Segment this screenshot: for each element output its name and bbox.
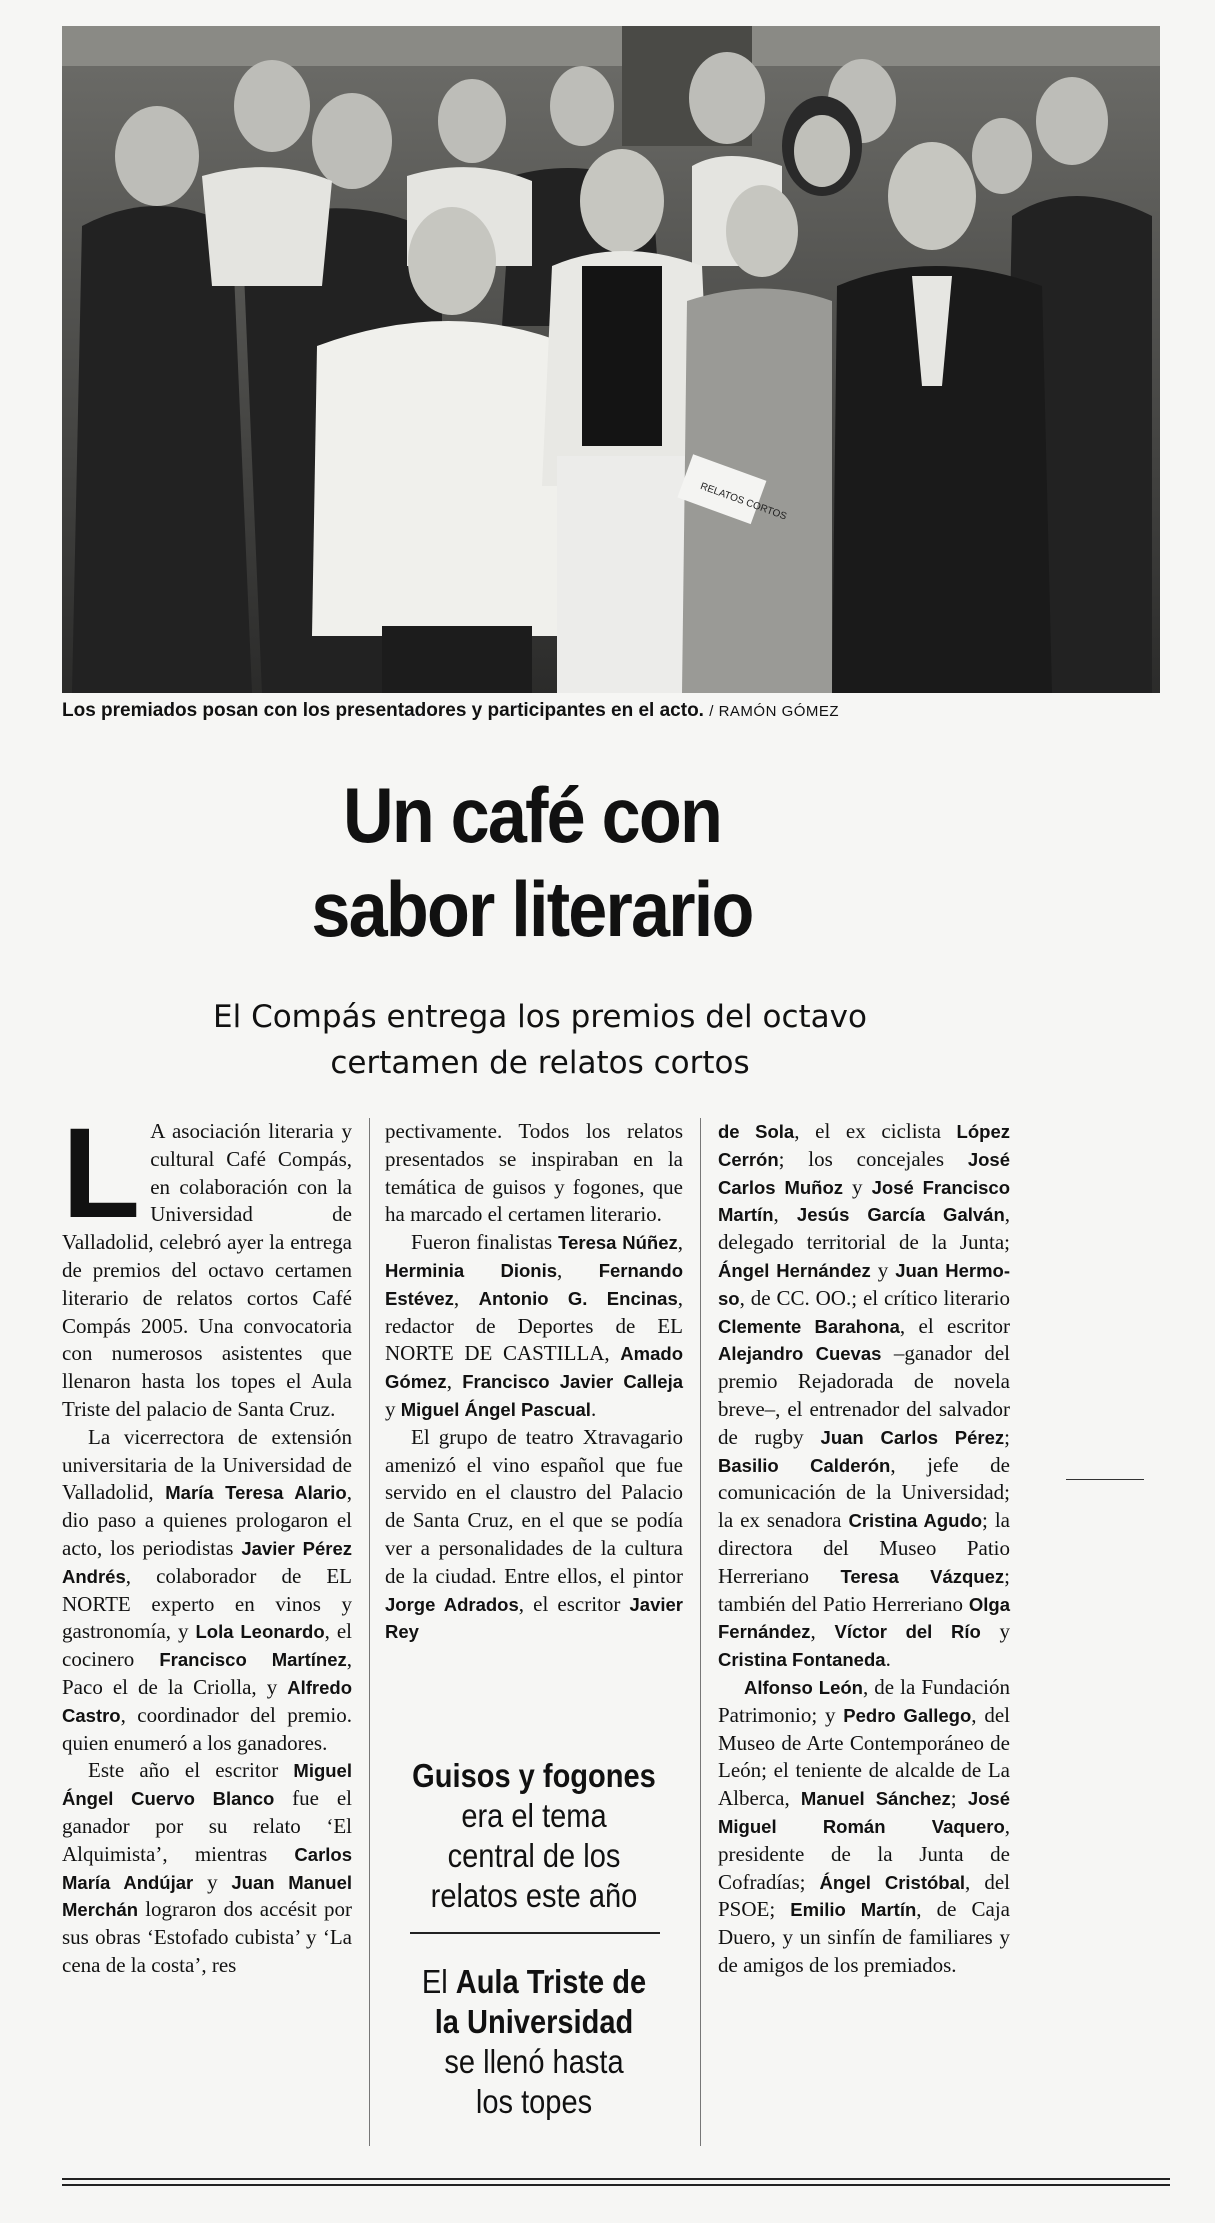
bottom-rule-1 <box>62 2178 1170 2180</box>
paragraph: L A asociación literaria y cultural Café Compás, en colaboración con la Universidad de Valladolid, celebró ayer la entrega de premios del octavo certamen literario de relatos cortos Café Compás 2005. Una convocatoria con numerosos asistentes que llenaron hasta los topes el Aula Triste del palacio de Santa Cruz. <box>62 1102 352 1421</box>
paragraph: El grupo de teatro Xtravagario amenizó el vino español que fue servido en el claustro del Palacio de Santa Cruz, en el que se podía ver a personalidades de la cultura de la ciudad. Entre ellos, el pintor Jorge Adrados, el escritor Javier Rey <box>385 1424 683 1643</box>
article-column-1 <box>62 1102 353 1980</box>
paragraph: Este año el escritor Miguel Ángel Cuervo Blanco fue el ganador por su relato ‘El Alquimista’, mientras Carlos María Andújar y Juan Manuel Merchán lograron dos accésit por sus obras ‘Estofado cubista’ y ‘La cena de la costa’, res <box>62 1758 353 1977</box>
pull-quote-1-bold: Guisos y fogones <box>412 1757 656 1794</box>
pull-quote-1-line-2: era el tema <box>461 1797 607 1834</box>
bottom-rule-2 <box>62 2184 1170 2186</box>
column-divider-2 <box>700 1118 701 2146</box>
paragraph: Fueron finalistas Teresa Núñez, Herminia Dionis, Fernando Estévez, Antonio G. Encinas, redactor de Deportes de EL NORTE DE CASTILLA, Amado Gómez, Francisco Javier Calleja y Miguel Ángel Pascual. <box>385 1230 684 1421</box>
pull-quote-2-line-1 <box>403 1962 665 2002</box>
pull-quote-1 <box>403 1756 665 1916</box>
column-divider-1 <box>369 1118 370 2146</box>
article-column-2 <box>385 1118 683 1646</box>
drop-cap: L <box>62 1102 141 1245</box>
paragraph: de Sola, el ex ciclista López Cerrón; los concejales José Carlos Muñoz y José Francisco Martín, Jesús García Galván, delegado territorial de la Junta; Ángel Hernández y Juan Hermoso, de CC. OO.; el crítico literario Clemente Barahona, el escritor Alejandro Cuevas –ganador del premio Rejadorada de novela breve–, el entrenador del salvador de rugby Juan Carlos Pérez; Basilio Calderón, jefe de comunicación de la Universidad; la ex senadora Cristina Agudo; la directora del Museo Patio Herreriano Teresa Vázquez; también del Patio Herreriano Olga Fernández, Víctor del Río y Cristina Fontaneda. <box>718 1119 1011 1672</box>
pull-quote-2-line-3: se llenó hasta <box>444 2043 624 2080</box>
paragraph: Alfonso León, de la Fundación Patrimonio; y Pedro Gallego, del Museo de Arte Contemporáneo de León; el teniente de alcalde de La Alberca, Manuel Sánchez; José Miguel Román Vaquero, presidente de la Junta de Cofradías; Ángel Cristóbal, del PSOE; Emilio Martín, de Caja Duero, y un sinfín de familiares y de amigos de los premiados. <box>718 1674 1011 1977</box>
paragraph: pectivamente. Todos los relatos presentados se inspiraban en la temática de guisos y fogones, que ha marcado el certamen literario. <box>385 1119 683 1227</box>
pull-quote-1-line-4: relatos este año <box>430 1877 638 1914</box>
book-text: RELATOS CORTOS <box>698 481 788 523</box>
photo-credit: / RAMÓN GÓMEZ <box>709 703 840 720</box>
headline-line-1: Un café con <box>342 771 722 859</box>
pull-quote-2 <box>403 1962 665 2122</box>
pull-quote-2-line-4: los topes <box>475 2083 593 2120</box>
subtitle-line-2: certamen de relatos cortos <box>330 1045 750 1081</box>
pull-quote-2-bold-b: la Universidad <box>434 2003 634 2040</box>
caption-text: Los premiados posan con los presentadores y participantes en el acto. <box>62 700 704 721</box>
pull-quote-1-line-1 <box>403 1756 665 1796</box>
headline <box>233 768 831 956</box>
article-column-3 <box>718 1118 1010 1980</box>
margin-rule <box>1066 1479 1144 1480</box>
headline-line-2: sabor literario <box>311 865 753 953</box>
paragraph: La vicerrectora de extensión universitaria de la Universidad de Valladolid, María Teresa Alario, dio paso a quienes prologaron el acto, los periodistas Javier Pérez Andrés, colaborador de EL NORTE experto en vinos y gastronomía, y Lola Leonardo, el cocinero Francisco Martínez, Paco el de la Criolla, y Alfredo Castro, coordinador del premio. quien enumeró a los ganadores. <box>62 1424 353 1755</box>
pull-quote-2-plain: El <box>421 1963 456 2000</box>
pull-quote-2-bold-a: Aula Triste de <box>455 1963 647 2000</box>
pull-quote-divider <box>410 1932 660 1934</box>
pull-quote-2-line-2 <box>403 2002 665 2042</box>
pull-quote-1-line-3: central de los <box>447 1837 621 1874</box>
subtitle-line-1: El Compás entrega los premios del octavo <box>213 999 867 1035</box>
subtitle <box>140 994 940 1086</box>
photo-caption <box>62 700 1162 722</box>
news-photo <box>62 26 1160 693</box>
